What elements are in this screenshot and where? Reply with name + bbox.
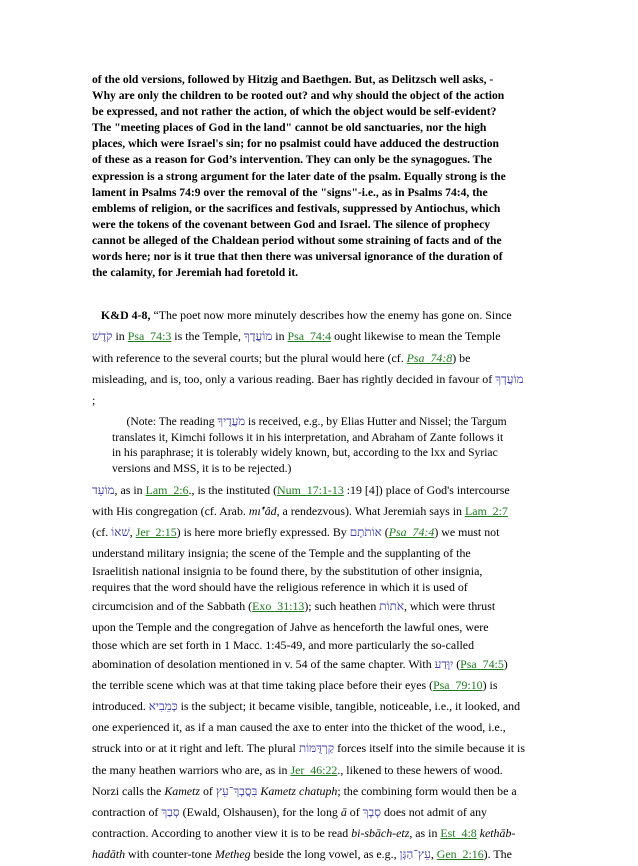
scripture-link[interactable]: Jer_2:15 — [135, 525, 177, 540]
scripture-link[interactable]: Lam_2:7 — [464, 503, 508, 518]
text-span: in — [112, 329, 128, 344]
text-span: ) be — [452, 350, 471, 365]
text-line — [92, 675, 552, 696]
hebrew-word: מוֹעֲדְךָ — [495, 371, 524, 386]
scripture-link[interactable]: Psa_74:3 — [127, 329, 172, 344]
continuation-paragraph — [92, 480, 552, 866]
text-span: , as in — [114, 482, 146, 497]
text-span: , which were thrust — [403, 598, 496, 613]
text-line — [92, 760, 552, 781]
arabic-transliteration: mı̂‛âd — [248, 503, 277, 518]
grammar-term: Kametz — [164, 783, 200, 798]
scripture-link[interactable]: Psa_74:5 — [460, 656, 504, 671]
text-span: ) is here more briefly expressed. By — [176, 525, 350, 540]
text-line — [92, 596, 552, 617]
text-span: ( — [453, 656, 461, 671]
text-span: of — [346, 805, 363, 820]
text-line — [92, 696, 552, 717]
scripture-link[interactable]: Est_4:8 — [440, 826, 477, 841]
document-page — [92, 72, 552, 866]
hebrew-word: כְּמֵבִיא — [148, 699, 178, 714]
text-span: the many heathen warriors who are, as in — [92, 762, 291, 777]
text-span: in — [272, 329, 288, 344]
text-line — [92, 781, 552, 802]
scripture-link[interactable]: Psa_74:8 — [406, 350, 453, 365]
scripture-link[interactable]: Psa_74:4 — [388, 525, 435, 540]
text-line — [92, 802, 552, 823]
text-line: emblems of religion, or the sacrifices and festivals, suppressed by Antiochus, which — [92, 201, 501, 215]
footnote — [112, 414, 552, 476]
scripture-link[interactable]: Psa_74:4 — [287, 329, 332, 344]
vowel-symbol: ā — [340, 805, 347, 820]
text-line: places, which were Israel's sin; for no psalmist could have adduced the destruction — [92, 137, 499, 151]
text-span: “The poet now more minutely describes how the enemy has gone on. Since — [153, 308, 512, 323]
text-span: ); such heathen — [304, 598, 380, 613]
text-span: Norzi calls the — [92, 783, 165, 798]
hebrew-word: שׁאוֹ — [111, 525, 130, 540]
text-line: Why are only the children to be rooted out? and why should the object of the action — [92, 89, 505, 103]
transliteration: bi-sbāch-etz — [351, 826, 410, 841]
hebrew-word: קֹדֶשׁ — [92, 329, 113, 344]
text-line: be expressed, and not rather the action, of which the object would be self-evident? — [92, 105, 497, 119]
text-span: ( — [381, 525, 389, 540]
hebrew-word: קַרְדֻּמּוֹת — [298, 741, 335, 756]
text-span: with reference to the several courts; but the plural would here (cf. — [92, 350, 407, 365]
text-line: lament in Psalms 74:9 over the removal of the "signs"-i.e., as in Psalms 74:4, the — [92, 185, 488, 199]
hebrew-word: מוֹעֵד — [92, 482, 115, 497]
scripture-link[interactable]: Num_17:1-13 — [277, 482, 344, 497]
hebrew-word: אוֹתֹתָם — [349, 525, 382, 540]
text-span: with counter-tone — [125, 847, 215, 862]
text-line — [92, 738, 552, 759]
text-line: upon the Temple and the congregation of Jahve as henceforth the lawful ones, were — [92, 619, 489, 634]
text-line: The "meeting places of God in the land" cannot be old sanctuaries, nor the high — [92, 121, 487, 135]
text-line — [112, 414, 552, 430]
text-span: :19 [4]) place of God's intercourse — [343, 482, 510, 497]
hebrew-word: יִוָּדַע — [434, 656, 454, 671]
text-span: does not admit of any — [381, 805, 488, 820]
text-line — [92, 501, 552, 522]
text-line: in his paraphrase; it is tolerably widely known, but, according to the lxx and Syriac — [112, 446, 498, 460]
text-span: (cf. — [92, 525, 112, 540]
text-span: , — [430, 847, 437, 862]
text-span: struck into or at it right and left. The plural — [92, 741, 299, 756]
scripture-link[interactable]: Gen_2:16 — [436, 847, 484, 862]
text-line: cannot be alleged of the Chaldean period without some straining of facts and of the — [92, 233, 502, 247]
text-line: those which are set forth in 1 Macc. 1:45-49, and more particularly the so-called — [92, 638, 475, 653]
text-line — [92, 654, 552, 675]
text-span: contraction of — [92, 805, 162, 820]
hebrew-word: עֵץ־הַגָּן — [399, 847, 431, 862]
grammar-term: Metheg — [214, 847, 251, 862]
hebrew-word: אֹתוֹת — [379, 598, 404, 613]
grammar-term: Kametz chatuph — [260, 783, 338, 798]
text-line: words here; nor is it true that then there was universal ignorance of the duration of — [92, 250, 503, 264]
text-line — [92, 369, 552, 390]
text-span: is the subject; it became visible, tangible, noticeable, i.e., it looked, and — [177, 699, 521, 714]
text-span: (Note: The reading — [126, 415, 218, 429]
text-line: expression is a strong argument for the later date of the psalm. Equally strong is the — [92, 169, 506, 183]
text-line: of the old versions, followed by Hitzig and Baethgen. But, as Delitzsch well asks, - — [92, 73, 494, 86]
hebrew-word: מֹעֲדֶיךָ — [217, 415, 246, 429]
scripture-link[interactable]: Psa_79:10 — [433, 677, 483, 692]
scripture-link[interactable]: Lam_2:6 — [145, 482, 189, 497]
text-span: ). The — [483, 847, 512, 862]
text-span: the terrible scene which was at that time taking place before their eyes ( — [92, 677, 434, 692]
text-span: ought likewise to mean the Temple — [331, 329, 501, 344]
text-span: ., is the instituted ( — [188, 482, 278, 497]
text-line: the calamity, for Jeremiah had foretold it. — [92, 266, 299, 280]
text-line — [92, 480, 552, 501]
text-line — [92, 823, 552, 844]
text-span: beside the long vowel, as e.g., — [250, 847, 400, 862]
text-span: contraction. According to another view it is to be read — [92, 826, 352, 841]
text-line — [92, 522, 552, 543]
text-line — [92, 326, 552, 347]
text-span: is received, e.g., by Elias Hutter and Nissel; the Targum — [245, 415, 507, 429]
text-line — [92, 348, 552, 369]
text-line: ; — [92, 393, 96, 408]
text-span: ; the combining form would then be a — [337, 783, 517, 798]
text-span: abomination of desolation mentioned in v. 54 of the same chapter. With — [92, 656, 435, 671]
text-line — [92, 844, 552, 865]
text-span: misleading, and is, too, only a various reading. Baer has rightly decided in favour of — [92, 371, 496, 386]
text-span: ., likened to these hewers of wood. — [337, 762, 503, 777]
text-span: with His congregation (cf. Arab. — [92, 503, 249, 518]
text-span: ) we must not — [434, 525, 500, 540]
text-span: of — [200, 783, 216, 798]
hebrew-word: מוֹעֲדֶךָ — [243, 329, 273, 344]
scripture-link[interactable]: Exo_31:13 — [252, 598, 305, 613]
transliteration: kethāb- — [479, 826, 516, 841]
text-line: Israelitish national insignia to be found there, by the substitution of other insignia, — [92, 564, 483, 579]
transliteration: hadāth — [92, 847, 126, 862]
commentary-label: K&D 4-8, — [100, 308, 154, 323]
text-span: , — [129, 525, 136, 540]
scripture-link[interactable]: Jer_46:22 — [290, 762, 338, 777]
text-line: were the tokens of the covenant between God and Israel. The silence of prophecy — [92, 217, 491, 231]
text-span: , as in — [409, 826, 441, 841]
text-line — [92, 305, 552, 326]
hebrew-word: סְבָךְ — [362, 805, 381, 820]
text-line: translates it, Kimchi follows it in his interpretation, and Abraham of Zante follows it — [112, 430, 504, 444]
text-line: one experienced it, as if a man caused the axe to enter into the thicket of the wood, i.e., — [92, 720, 506, 735]
text-line: versions and MSS, it is to be rejected.) — [112, 462, 292, 476]
text-span: forces itself into the simile because it is — [334, 741, 525, 756]
text-line: requires that the word should have the religious reference in which it is used of — [92, 580, 468, 595]
text-span: ) is — [482, 677, 498, 692]
text-span: introduced. — [92, 699, 149, 714]
text-span: (Ewald, Olshausen), for the long — [179, 805, 341, 820]
kd-paragraph — [92, 305, 552, 411]
text-span: circumcision and of the Sabbath ( — [92, 598, 253, 613]
text-span: ) — [503, 656, 508, 671]
text-line: of these as a reason for God’s intervention. They can only be the synagogues. The — [92, 153, 493, 167]
bold-paragraph — [92, 72, 552, 281]
text-span: is the Temple, — [171, 329, 244, 344]
hebrew-word: סְבַךְ — [161, 805, 180, 820]
text-line: understand military insignia; the scene of the Temple and the supplanting of the — [92, 546, 471, 561]
text-span: , a rendezvous). What Jeremiah says in — [276, 503, 465, 518]
hebrew-word: בִּסֲבָךְ־עֵץ — [215, 783, 258, 798]
